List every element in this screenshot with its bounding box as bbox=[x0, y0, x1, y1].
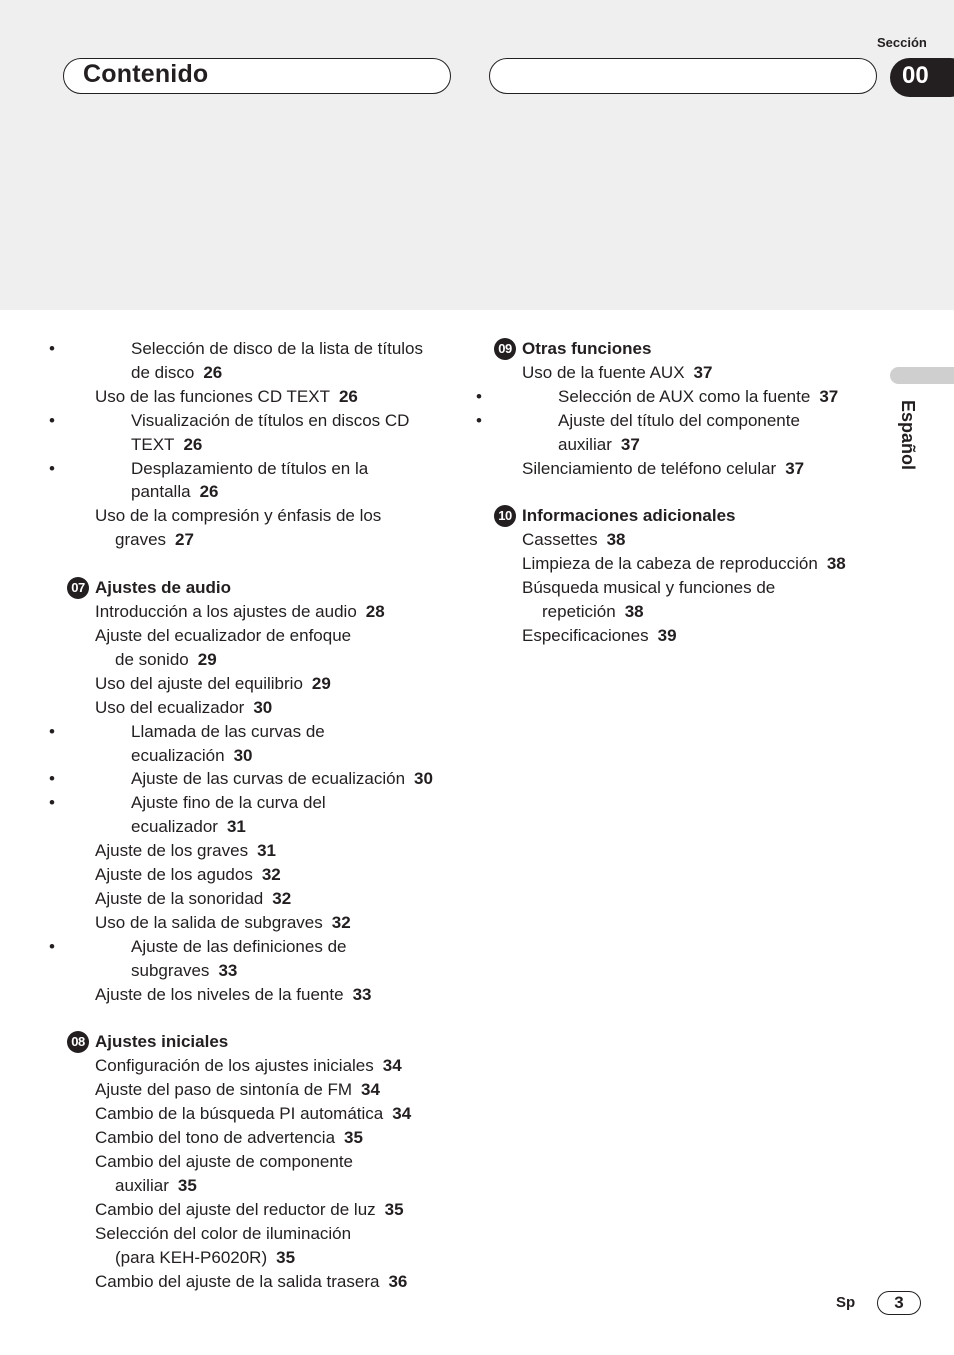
toc-block-08 bbox=[63, 1054, 463, 1293]
toc-entry[interactable] bbox=[63, 839, 463, 863]
toc-block-10 bbox=[490, 528, 870, 648]
toc-right-column bbox=[490, 337, 870, 648]
toc-entry-text: Ajuste del ecualizador de enfoque bbox=[95, 625, 352, 645]
toc-entry-text: Cassettes bbox=[522, 530, 598, 550]
toc-entry-text: graves bbox=[115, 530, 167, 550]
section-number-badge: 00 bbox=[890, 58, 954, 97]
toc-entry[interactable] bbox=[63, 1270, 463, 1294]
toc-page-number: 29 bbox=[197, 649, 217, 669]
toc-entry[interactable] bbox=[63, 863, 463, 887]
toc-entry[interactable] bbox=[63, 385, 463, 409]
language-label: Español bbox=[898, 400, 918, 471]
toc-entry-text: Ajuste de las definiciones de bbox=[131, 936, 347, 956]
toc-entry[interactable] bbox=[63, 696, 463, 720]
toc-entry-text: Selección de AUX como la fuente bbox=[558, 386, 811, 406]
toc-entry-text: Ajuste del título del componente bbox=[558, 410, 800, 430]
toc-entry-text: Búsqueda musical y funciones de bbox=[522, 578, 776, 598]
toc-bullet-entry[interactable] bbox=[63, 337, 463, 361]
toc-entry-text: pantalla bbox=[131, 482, 191, 502]
toc-entry-text: Uso de la compresión y énfasis de los bbox=[95, 506, 382, 526]
toc-entry-text: Ajuste de las curvas de ecualización bbox=[131, 769, 406, 789]
toc-entry[interactable] bbox=[63, 744, 463, 768]
section-label: Sección bbox=[877, 35, 927, 50]
toc-page-number: 39 bbox=[657, 625, 677, 645]
toc-bullet-entry[interactable] bbox=[63, 409, 463, 433]
toc-page-number: 31 bbox=[226, 817, 246, 837]
toc-page-number: 36 bbox=[388, 1271, 408, 1291]
toc-entry-text: de sonido bbox=[115, 649, 189, 669]
toc-page-number: 26 bbox=[203, 362, 223, 382]
toc-page-number: 32 bbox=[331, 912, 351, 932]
toc-entry-text: ecualizador bbox=[131, 817, 218, 837]
toc-entry[interactable] bbox=[63, 433, 463, 457]
toc-bullet-entry[interactable] bbox=[63, 935, 463, 959]
toc-entry-text: Cambio del ajuste de componente bbox=[95, 1152, 353, 1171]
toc-page-number: 35 bbox=[344, 1128, 363, 1148]
section-number-icon-08: 08 bbox=[67, 1031, 89, 1053]
section-heading-07[interactable] bbox=[63, 576, 463, 600]
toc-entry-text: Cambio del tono de advertencia bbox=[95, 1128, 336, 1148]
toc-entry[interactable] bbox=[490, 457, 870, 481]
toc-page-number: 34 bbox=[392, 1104, 412, 1124]
toc-entry[interactable] bbox=[63, 1150, 463, 1174]
toc-entry[interactable] bbox=[63, 887, 463, 911]
toc-entry[interactable] bbox=[63, 624, 463, 648]
toc-entry-text: TEXT bbox=[131, 434, 175, 454]
toc-entry-text: Uso del ecualizador bbox=[95, 697, 245, 717]
toc-page-number: 37 bbox=[819, 386, 839, 406]
toc-entry-text: Cambio del ajuste de la salida trasera bbox=[95, 1271, 380, 1291]
toc-page-number: 34 bbox=[361, 1080, 380, 1100]
toc-entry-text: Uso del ajuste del equilibrio bbox=[95, 673, 303, 693]
toc-entry-text: Introducción a los ajustes de audio bbox=[95, 602, 357, 622]
toc-entry[interactable] bbox=[490, 576, 870, 600]
toc-page-number: 38 bbox=[826, 554, 846, 574]
toc-entry-text: Limpieza de la cabeza de reproducción bbox=[522, 554, 818, 574]
toc-entry-text: (para KEH-P6020R) bbox=[115, 1247, 268, 1267]
toc-entry[interactable] bbox=[63, 480, 463, 504]
toc-entry[interactable] bbox=[63, 1054, 463, 1078]
toc-page-number: 35 bbox=[384, 1199, 404, 1219]
toc-entry[interactable] bbox=[63, 983, 463, 1007]
toc-entry[interactable] bbox=[63, 648, 463, 672]
section-heading-text: Ajustes iniciales bbox=[95, 1032, 229, 1052]
toc-bullet-entry[interactable] bbox=[63, 767, 463, 791]
toc-page-number: 37 bbox=[620, 434, 640, 454]
toc-entry-text: Ajuste del paso de sintonía de FM bbox=[95, 1080, 353, 1100]
toc-page-number: 35 bbox=[177, 1175, 197, 1195]
toc-entry[interactable] bbox=[490, 528, 870, 552]
section-number-icon-10: 10 bbox=[494, 505, 516, 527]
toc-entry-text: auxiliar bbox=[115, 1175, 169, 1195]
toc-page-number: 27 bbox=[175, 530, 194, 550]
section-heading-10[interactable] bbox=[490, 504, 870, 528]
toc-entry[interactable] bbox=[490, 552, 870, 576]
section-heading-08[interactable] bbox=[63, 1030, 463, 1054]
toc-page-number: 33 bbox=[218, 960, 238, 980]
toc-page-number: 28 bbox=[365, 602, 385, 622]
section-heading-text: Informaciones adicionales bbox=[522, 506, 736, 526]
toc-entry[interactable] bbox=[490, 433, 870, 457]
toc-bullet-entry[interactable] bbox=[63, 791, 463, 815]
toc-entry-text: repetición bbox=[542, 602, 616, 622]
toc-bullet-entry[interactable] bbox=[490, 385, 870, 409]
toc-entry-text: Ajuste de los graves bbox=[95, 841, 249, 861]
toc-page-number: 30 bbox=[253, 697, 273, 717]
toc-entry-text: Llamada de las curvas de bbox=[131, 721, 325, 741]
toc-page-number: 35 bbox=[276, 1247, 296, 1267]
toc-entry-text: auxiliar bbox=[558, 434, 612, 454]
toc-page-number: 26 bbox=[183, 434, 203, 454]
toc-entry[interactable] bbox=[63, 672, 463, 696]
section-number-icon-07: 07 bbox=[67, 577, 89, 599]
toc-entry-text: Configuración de los ajustes iniciales bbox=[95, 1056, 374, 1076]
toc-entry[interactable] bbox=[63, 600, 463, 624]
page-title: Contenido bbox=[83, 60, 209, 88]
toc-entry[interactable] bbox=[63, 1246, 463, 1270]
toc-page-number: 26 bbox=[199, 482, 219, 502]
section-gap bbox=[490, 480, 870, 504]
toc-entry-text: Cambio de la búsqueda PI automática bbox=[95, 1104, 384, 1124]
section-heading-09[interactable] bbox=[490, 337, 870, 361]
toc-entry-text: Ajuste de la sonoridad bbox=[95, 888, 264, 908]
section-heading-text: Otras funciones bbox=[522, 339, 652, 358]
toc-entry[interactable] bbox=[490, 600, 870, 624]
toc-entry-text: ecualización bbox=[131, 745, 225, 765]
toc-entry-text: Silenciamiento de teléfono celular bbox=[522, 458, 777, 478]
blank-title-frame bbox=[489, 58, 877, 94]
toc-entry-text: subgraves bbox=[131, 960, 210, 980]
toc-entry-text: Especificaciones bbox=[522, 625, 649, 645]
toc-entry-text: Ajuste fino de la curva del bbox=[131, 793, 326, 813]
toc-entry[interactable] bbox=[63, 1078, 463, 1102]
toc-page-number: 30 bbox=[233, 745, 253, 765]
toc-page-number: 26 bbox=[338, 386, 358, 406]
toc-entry-text: Selección del color de iluminación bbox=[95, 1223, 352, 1243]
toc-entry[interactable] bbox=[63, 1126, 463, 1150]
toc-entry-text: Uso de las funciones CD TEXT bbox=[95, 386, 330, 406]
toc-page-number: 32 bbox=[261, 865, 281, 885]
toc-entry[interactable] bbox=[63, 1198, 463, 1222]
toc-entry[interactable] bbox=[63, 504, 463, 528]
toc-page-number: 31 bbox=[257, 841, 277, 861]
toc-entry[interactable] bbox=[63, 528, 463, 552]
toc-entry-text: Cambio del ajuste del reductor de luz bbox=[95, 1199, 376, 1219]
toc-entry[interactable] bbox=[63, 361, 463, 385]
toc-bullet-entry[interactable] bbox=[490, 409, 870, 433]
toc-page-number: 38 bbox=[624, 602, 644, 622]
toc-page-number: 33 bbox=[352, 984, 372, 1004]
toc-entry[interactable] bbox=[63, 911, 463, 935]
toc-entry[interactable] bbox=[490, 361, 870, 385]
toc-page-number: 37 bbox=[785, 458, 805, 478]
toc-block-intro bbox=[63, 337, 463, 552]
toc-page-number: 38 bbox=[606, 530, 626, 550]
toc-page-number: 34 bbox=[382, 1056, 402, 1076]
section-number-icon-09: 09 bbox=[494, 338, 516, 360]
toc-bullet-entry[interactable] bbox=[63, 720, 463, 744]
toc-entry[interactable] bbox=[63, 1102, 463, 1126]
toc-entry[interactable] bbox=[63, 1174, 463, 1198]
section-gap bbox=[63, 552, 463, 576]
toc-entry-text: Visualización de títulos en discos CD bbox=[131, 410, 410, 430]
toc-page-number: 32 bbox=[272, 888, 292, 908]
section-heading-text: Ajustes de audio bbox=[95, 578, 232, 598]
toc-block-07 bbox=[63, 600, 463, 1006]
toc-entry-text: de disco bbox=[131, 362, 195, 382]
toc-block-09 bbox=[490, 361, 870, 481]
toc-bullet-entry[interactable] bbox=[63, 457, 463, 481]
language-tab bbox=[890, 367, 954, 384]
toc-entry-text: Ajuste de los agudos bbox=[95, 865, 253, 885]
toc-left-column bbox=[63, 337, 463, 1293]
toc-page-number: 30 bbox=[414, 769, 433, 789]
toc-entry-text: Uso de la salida de subgraves bbox=[95, 912, 323, 932]
toc-entry-text: Uso de la fuente AUX bbox=[522, 362, 685, 382]
toc-entry[interactable] bbox=[63, 1222, 463, 1246]
toc-page-number: 29 bbox=[311, 673, 331, 693]
toc-entry-text: Selección de disco de la lista de títulos bbox=[131, 339, 424, 358]
toc-page-number: 37 bbox=[693, 362, 713, 382]
toc-entry[interactable] bbox=[63, 815, 463, 839]
section-gap bbox=[63, 1006, 463, 1030]
header-band bbox=[0, 0, 954, 310]
toc-entry-text: Ajuste de los niveles de la fuente bbox=[95, 984, 344, 1004]
page-number: 3 bbox=[877, 1291, 921, 1315]
footer-language-code: Sp bbox=[836, 1294, 856, 1311]
toc-entry[interactable] bbox=[490, 624, 870, 648]
toc-entry[interactable] bbox=[63, 959, 463, 983]
toc-entry-text: Desplazamiento de títulos en la bbox=[131, 458, 369, 478]
